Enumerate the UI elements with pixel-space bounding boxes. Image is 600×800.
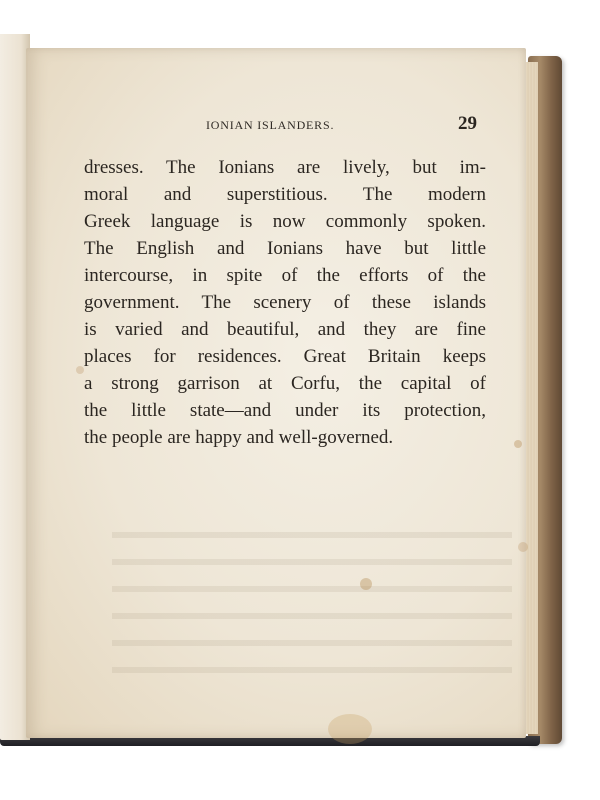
text-line: dresses. The Ionians are lively, but im- [84, 157, 486, 178]
text-line: Greek language is now commonly spoken. [84, 211, 486, 232]
text-line: intercourse, in spite of the efforts of the [84, 265, 486, 286]
foxing-stain [360, 578, 372, 590]
show-through-text [112, 518, 512, 688]
running-head: IONIAN ISLANDERS. [206, 118, 335, 132]
text-line: is varied and beautiful, and they are fine [84, 319, 486, 340]
text-line: government. The scenery of these islands [84, 292, 486, 313]
foxing-stain [328, 714, 372, 744]
text-line: a strong garrison at Corfu, the capital of [84, 373, 486, 394]
body-text [84, 154, 486, 451]
text-line: the little state—and under its protection, [84, 400, 486, 421]
page-number: 29 [458, 113, 477, 134]
foxing-stain [514, 440, 522, 448]
text-line: places for residences. Great Britain keeps [84, 346, 486, 367]
text-line: moral and superstitious. The modern [84, 184, 486, 205]
text-line: the people are happy and well-governed. [84, 427, 394, 448]
foxing-stain [76, 366, 84, 374]
text-line: The English and Ionians have but little [84, 238, 486, 259]
foxing-stain [518, 542, 528, 552]
